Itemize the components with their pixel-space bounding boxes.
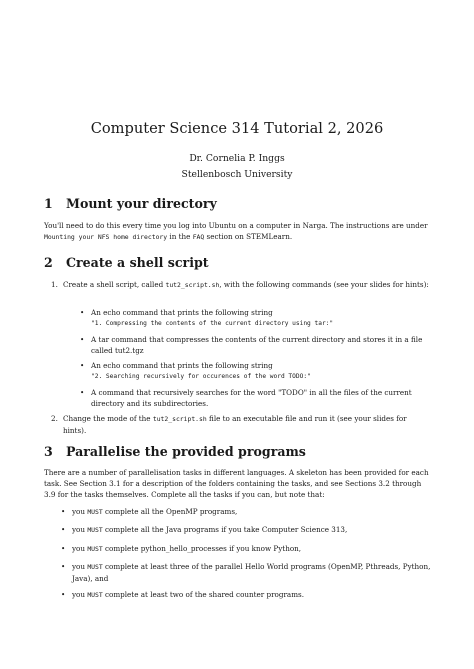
list-item (61, 561, 432, 584)
text: complete at least three of the parallel Hello World programs (OpenMP, Pthreads, Python, Java), and (72, 562, 431, 584)
bullet-icon: • (61, 544, 66, 553)
code-text: "1. Compressing the contents of the current directory using tar:" (91, 320, 334, 328)
section-1-heading (44, 196, 217, 211)
author: Dr. Cornelia P. Inggs (189, 153, 285, 164)
text: complete all the OpenMP programs, (102, 507, 238, 516)
section-title: Mount your directory (66, 196, 217, 211)
text: you (72, 525, 88, 534)
section-2-heading (44, 255, 209, 270)
bullet-icon: • (61, 590, 66, 599)
text: you (72, 562, 88, 571)
list-item (51, 413, 432, 436)
emphasis-text: MUST (87, 526, 103, 534)
text: you (72, 544, 88, 553)
emphasis-text: MUST (87, 563, 103, 571)
text: Create a shell script, called (63, 280, 166, 289)
code-text: Mounting your NFS home directory (44, 233, 168, 242)
text: complete all the Java programs if you take Computer Science 313, (102, 525, 348, 534)
text: A command that recursively searches for the word "TODO" in all the files of the current directory and its subdirectories. (91, 388, 412, 409)
bullet-icon: • (61, 562, 66, 571)
bullet-icon: • (80, 308, 85, 317)
list-item (80, 334, 432, 356)
affiliation: Stellenbosch University (181, 169, 293, 180)
list-marker: 2. (51, 414, 58, 423)
text: An echo command that prints the following string (91, 361, 273, 370)
bullet-icon: • (80, 335, 85, 344)
list-item (61, 524, 432, 536)
list-item (80, 360, 432, 382)
section-1-paragraph (44, 220, 432, 243)
text: You'll need to do this every time you log into Ubuntu on a computer in Narga. The instructions are under (44, 221, 428, 230)
code-text: "2. Searching recursively for occurences of the word TODO:" (91, 373, 311, 381)
text: A tar command that compresses the contents of the current directory and stores it in a file called tut2.tgz (91, 335, 423, 356)
section-number: 3 (44, 444, 53, 459)
section-number: 1 (44, 196, 53, 211)
bullet-icon: • (80, 361, 85, 370)
section-title: Create a shell script (66, 255, 209, 270)
list-item (80, 387, 432, 409)
list-item (51, 279, 432, 291)
list-item (61, 543, 432, 555)
text: section on STEMLearn. (204, 232, 293, 242)
section-title: Parallelise the provided programs (66, 444, 306, 459)
list-item (61, 589, 432, 601)
text: in the (167, 232, 193, 242)
bullet-icon: • (61, 507, 66, 516)
text: , with the following commands (see your slides for hints): (219, 280, 429, 289)
emphasis-text: MUST (87, 591, 103, 599)
code-text: tut2_script.sh (165, 281, 220, 289)
section-3-heading (44, 444, 306, 459)
text: complete python_hello_processes if you know Python, (102, 544, 302, 553)
section-number: 2 (44, 255, 53, 270)
text: An echo command that prints the following string (91, 308, 273, 317)
list-item (80, 307, 432, 329)
text: Change the mode of the (63, 414, 153, 423)
section-3-paragraph: There are a number of parallelisation tasks in different languages. A skeleton has been provided for each task. See Section 3.1 for a description of the folders containing the tasks, and see Sections 3.2 through 3.9 for the tasks themselves. Complete all the tasks if you can, but note that: (44, 468, 429, 500)
code-text: tut2_script.sh (152, 415, 207, 423)
text: file to an executable file and run it (see your slides for hints). (63, 414, 407, 436)
bullet-icon: • (61, 525, 66, 534)
text: you (72, 590, 88, 599)
list-marker: 1. (51, 280, 58, 289)
text: you (72, 507, 88, 516)
bullet-icon: • (80, 388, 85, 397)
emphasis-text: MUST (87, 508, 103, 516)
emphasis-text: MUST (87, 545, 103, 553)
code-text: FAQ (192, 233, 205, 242)
text: complete at least two of the shared counter programs. (102, 590, 304, 599)
list-item (61, 506, 432, 518)
page-title: Computer Science 314 Tutorial 2, 2026 (90, 120, 384, 137)
